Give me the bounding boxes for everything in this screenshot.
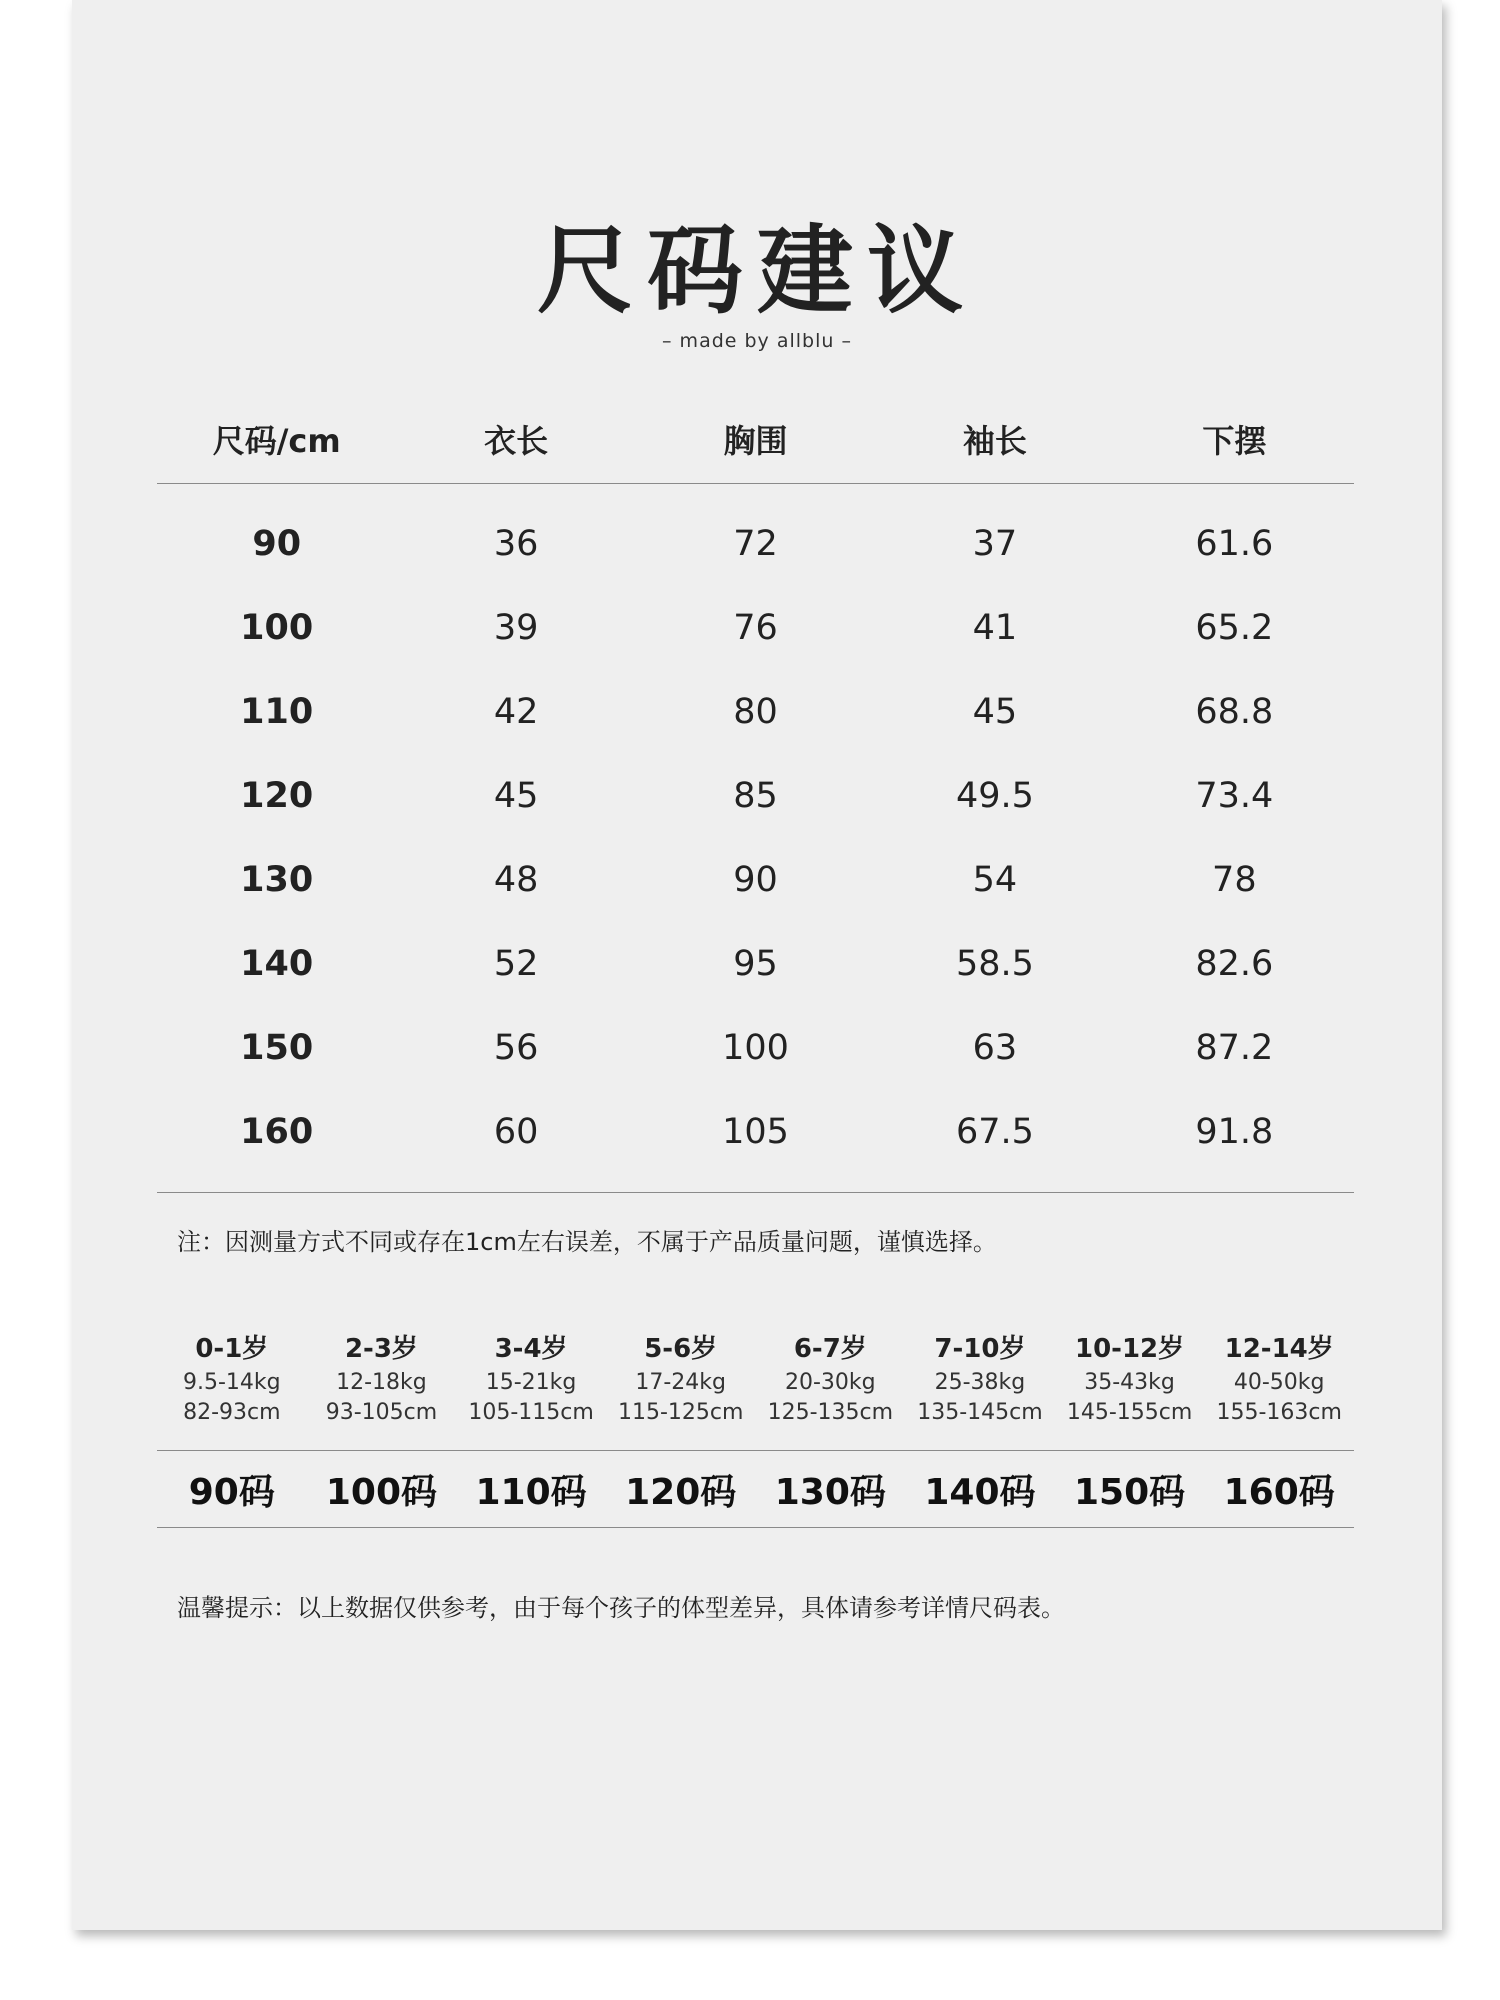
table-row	[157, 838, 1354, 922]
table-header	[157, 395, 1354, 484]
hem-cell: 65.2	[1195, 608, 1274, 648]
age-column	[905, 1330, 1055, 1428]
table-row	[157, 502, 1354, 586]
hem-cell: 82.6	[1195, 944, 1274, 984]
size-code: 130码	[774, 1471, 886, 1513]
sleeve-cell: 37	[972, 524, 1018, 564]
age-column	[1204, 1330, 1354, 1428]
size-cell: 120	[240, 776, 314, 816]
page-title: 尺码建议	[537, 215, 977, 327]
length-cell: 42	[493, 692, 539, 732]
header-sleeve: 袖长	[962, 422, 1027, 460]
brand-subtitle: – made by allblu –	[662, 330, 852, 352]
chest-cell: 72	[733, 524, 778, 564]
chest-cell: 85	[733, 776, 778, 816]
size-code: 100码	[325, 1471, 438, 1513]
hem-cell: 61.6	[1195, 524, 1274, 564]
sleeve-cell: 54	[972, 860, 1018, 900]
size-code: 150码	[1073, 1471, 1186, 1513]
age-size-guide	[157, 1330, 1354, 1528]
height-range: 115-125cm	[617, 1400, 744, 1425]
weight-range: 17-24kg	[635, 1370, 726, 1395]
length-cell: 56	[493, 1028, 539, 1068]
size-code: 140码	[924, 1471, 1036, 1513]
table-row	[157, 670, 1354, 754]
height-range: 135-145cm	[917, 1400, 1043, 1425]
size-code: 120码	[625, 1471, 737, 1513]
age-column	[606, 1330, 756, 1428]
weight-range: 40-50kg	[1233, 1370, 1325, 1395]
weight-range: 25-38kg	[934, 1370, 1026, 1395]
height-range: 105-115cm	[468, 1400, 594, 1425]
age-info-row	[157, 1330, 1354, 1428]
age-label: 3-4岁	[494, 1334, 568, 1364]
length-cell: 60	[493, 1112, 539, 1152]
age-column	[1055, 1330, 1205, 1428]
weight-range: 15-21kg	[485, 1370, 577, 1395]
age-label: 6-7岁	[793, 1334, 867, 1364]
size-cell: 90	[252, 524, 302, 564]
header-length: 衣长	[484, 422, 549, 460]
table-row	[157, 586, 1354, 670]
hem-cell: 91.8	[1195, 1112, 1274, 1152]
table-row	[157, 922, 1354, 1006]
hem-cell: 87.2	[1195, 1028, 1274, 1068]
hem-cell: 73.4	[1195, 776, 1274, 816]
age-column	[157, 1330, 307, 1428]
measurement-note: 注：因测量方式不同或存在1cm左右误差，不属于产品质量问题，谨慎选择。	[177, 1228, 997, 1256]
height-range: 93-105cm	[325, 1400, 438, 1425]
size-code: 90码	[188, 1471, 275, 1513]
sleeve-cell: 63	[972, 1028, 1018, 1068]
warm-tip: 温馨提示：以上数据仅供参考，由于每个孩子的体型差异，具体请参考详情尺码表。	[177, 1594, 1065, 1622]
table-row	[157, 754, 1354, 838]
table-body	[157, 484, 1354, 1193]
weight-range: 9.5-14kg	[183, 1370, 281, 1395]
length-cell: 39	[493, 608, 539, 648]
weight-range: 20-30kg	[784, 1370, 876, 1395]
size-cell: 160	[240, 1112, 314, 1152]
size-cell: 130	[240, 860, 314, 900]
chest-cell: 100	[722, 1028, 789, 1068]
chest-cell: 80	[733, 692, 778, 732]
hem-cell: 78	[1212, 860, 1257, 900]
age-column	[756, 1330, 906, 1428]
size-table	[157, 395, 1354, 1193]
size-cell: 100	[240, 608, 314, 648]
sleeve-cell: 41	[972, 608, 1018, 648]
height-range: 145-155cm	[1066, 1400, 1193, 1425]
size-cell: 150	[240, 1028, 314, 1068]
height-range: 125-135cm	[767, 1400, 894, 1425]
sleeve-cell: 67.5	[955, 1112, 1034, 1152]
height-range: 155-163cm	[1216, 1400, 1342, 1425]
age-label: 7-10岁	[934, 1334, 1026, 1364]
header-chest: 胸围	[723, 422, 788, 460]
hem-cell: 68.8	[1195, 692, 1274, 732]
chest-cell: 90	[733, 860, 778, 900]
size-chart-card	[72, 0, 1442, 1930]
length-cell: 52	[493, 944, 539, 984]
sleeve-cell: 49.5	[955, 776, 1034, 816]
length-cell: 45	[493, 776, 539, 816]
table-row	[157, 1006, 1354, 1090]
age-label: 5-6岁	[644, 1334, 718, 1364]
chest-cell: 105	[722, 1112, 789, 1152]
age-column	[307, 1330, 457, 1428]
weight-range: 12-18kg	[336, 1370, 427, 1395]
age-label: 0-1岁	[195, 1334, 269, 1364]
weight-range: 35-43kg	[1084, 1370, 1175, 1395]
sleeve-cell: 45	[972, 692, 1018, 732]
age-label: 12-14岁	[1224, 1334, 1334, 1364]
length-cell: 36	[493, 524, 539, 564]
age-label: 2-3岁	[344, 1334, 418, 1364]
chest-cell: 95	[733, 944, 778, 984]
size-code: 110码	[475, 1471, 587, 1513]
height-range: 82-93cm	[183, 1400, 281, 1425]
length-cell: 48	[493, 860, 539, 900]
chest-cell: 76	[733, 608, 778, 648]
size-cell: 140	[240, 944, 314, 984]
size-code: 160码	[1223, 1471, 1335, 1513]
header-size: 尺码/cm	[212, 422, 341, 460]
recommended-size-row	[157, 1450, 1354, 1528]
table-row	[157, 1090, 1354, 1174]
sleeve-cell: 58.5	[955, 944, 1034, 984]
size-cell: 110	[240, 692, 314, 732]
age-label: 10-12岁	[1074, 1334, 1185, 1364]
age-column	[456, 1330, 606, 1428]
header-hem: 下摆	[1202, 422, 1267, 460]
